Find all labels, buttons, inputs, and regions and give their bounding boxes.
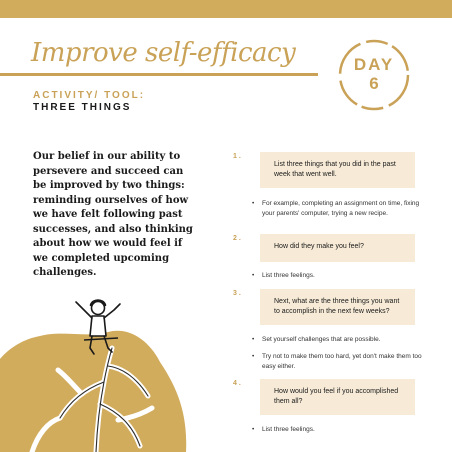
step-bullet-text: Set yourself challenges that are possible. bbox=[262, 336, 381, 343]
bullet-icon: • bbox=[252, 426, 255, 433]
step-number: 1. bbox=[233, 153, 243, 160]
step-bullet-text: For example, completing an assignment on time, fixing your parents' computer, trying a new recipe. bbox=[262, 200, 420, 217]
bullet-icon: • bbox=[252, 200, 255, 207]
step-number: 3. bbox=[233, 290, 243, 297]
step-bullet bbox=[252, 335, 422, 345]
step-bullet-text: List three feelings. bbox=[262, 426, 315, 433]
top-band bbox=[0, 0, 452, 18]
step-bullet bbox=[252, 199, 422, 218]
step-prompt-box bbox=[260, 152, 415, 188]
step-prompt: How would you feel if you accomplished them all? bbox=[274, 388, 399, 405]
bullet-icon: • bbox=[252, 336, 255, 343]
step-bullet-text: Try not to make them too hard, yet don't make them too easy either. bbox=[262, 353, 422, 370]
bullet-icon: • bbox=[252, 353, 255, 360]
bullet-icon: • bbox=[252, 272, 255, 279]
step-bullet-text: List three feelings. bbox=[262, 272, 315, 279]
tree-canopy bbox=[0, 331, 186, 452]
tree-illustration bbox=[0, 296, 200, 452]
activity-label: ACTIVITY/ TOOL: bbox=[33, 90, 146, 101]
step-prompt-box bbox=[260, 379, 415, 415]
step-bullet bbox=[252, 352, 422, 371]
page-title: Improve self-efficacy bbox=[31, 38, 296, 68]
activity-name: THREE THINGS bbox=[33, 102, 132, 113]
day-label: DAY bbox=[353, 55, 395, 74]
title-underline bbox=[0, 73, 318, 76]
step-bullet bbox=[252, 425, 422, 435]
step-prompt: List three things that you did in the past week that went well. bbox=[274, 161, 396, 178]
step-prompt: Next, what are the three things you want to accomplish in the next few weeks? bbox=[274, 298, 400, 315]
intro-paragraph: Our belief in our ability to persevere and succeed can be improved by two things: reminding ourselves of how we have felt following past successes, and also thinking about how we would feel if we completed upcoming challenges. bbox=[33, 151, 193, 278]
step-prompt: How did they make you feel? bbox=[274, 243, 364, 250]
day-number: 6 bbox=[369, 74, 379, 93]
step-prompt-box bbox=[260, 234, 415, 262]
step-prompt-box bbox=[260, 289, 415, 325]
step-bullet bbox=[252, 271, 422, 281]
step-number: 4. bbox=[233, 380, 243, 387]
step-number: 2. bbox=[233, 235, 243, 242]
